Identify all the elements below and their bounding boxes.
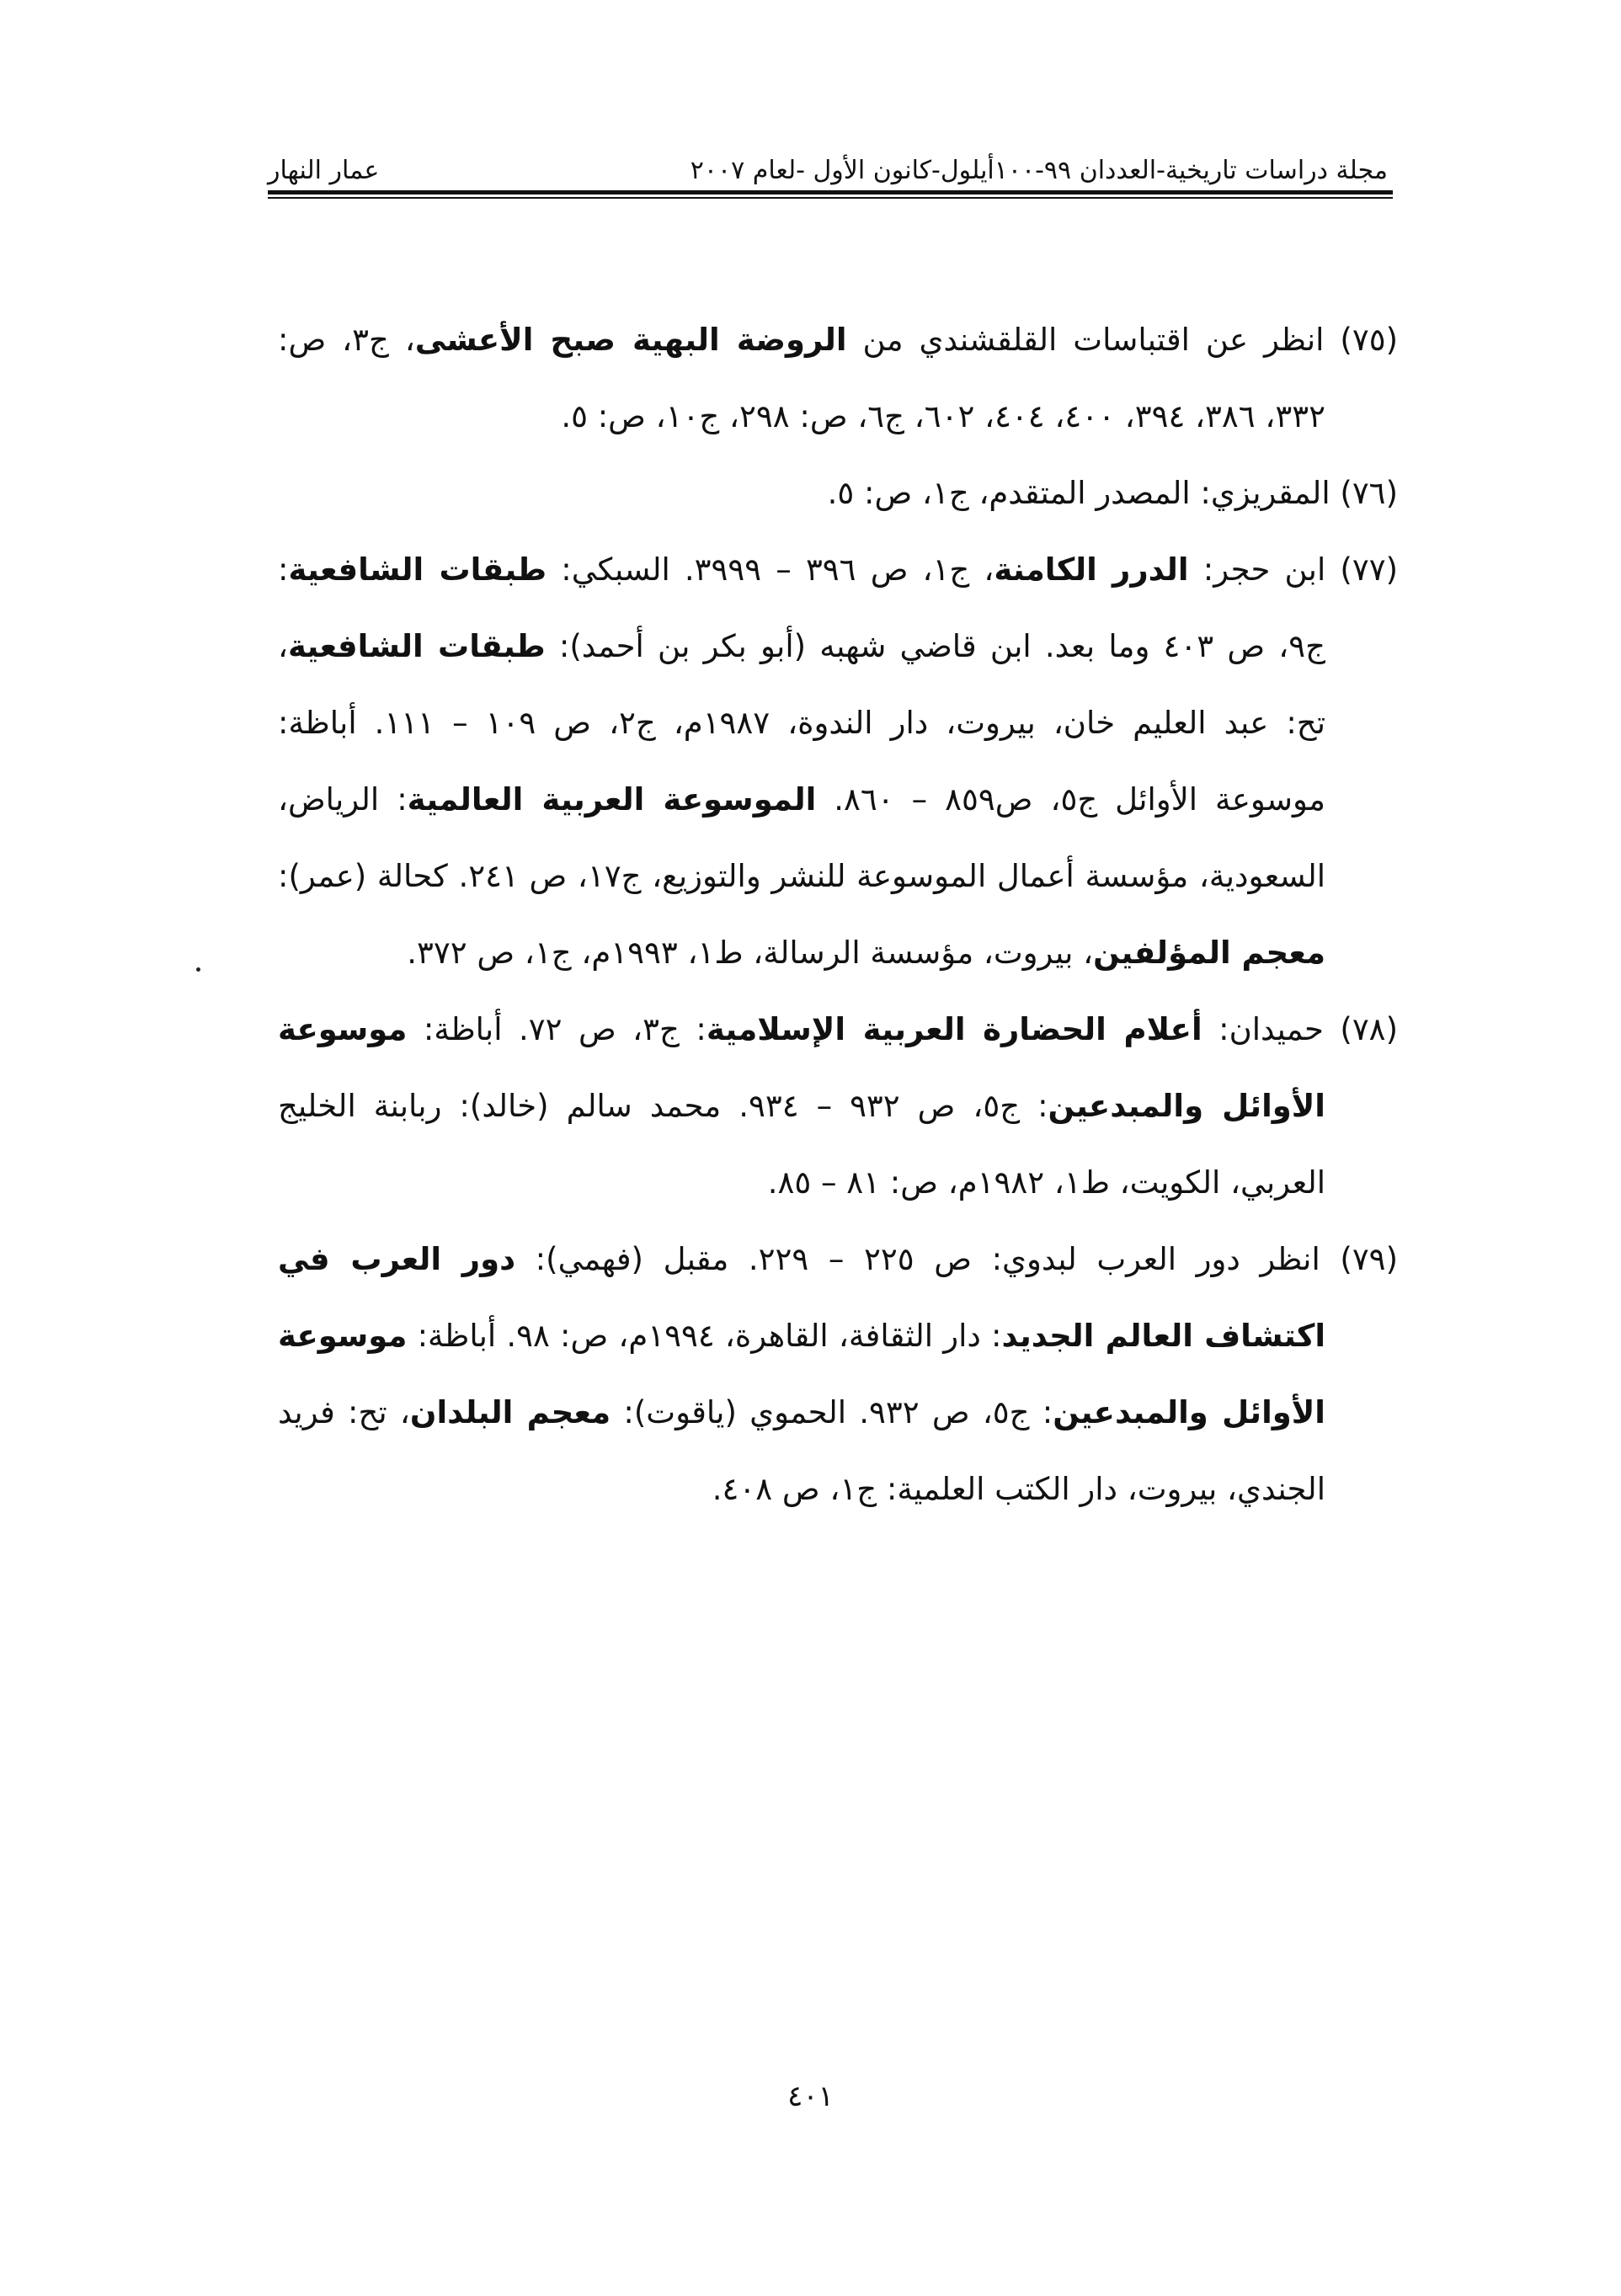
footnote-text: ، ج٣، ص: ٣٣٢، ٣٨٦، ٣٩٤، ٤٠٠، ٤٠٤، ٦٠٢، ج٦، ص: ٢٩٨، ج١٠، ص: ٥. xyxy=(278,322,1325,434)
footnote-78 xyxy=(278,991,1398,1221)
cited-title: طبقات الشافعية xyxy=(287,628,546,664)
footnote-text: ، تح: عبد العليم خان، بيروت، دار الندوة، ١٩٨٧م، ج٢، ص ١٠٩ – ١١١. أباظة: موسوعة الأوائل ج٥، ص٨٥٩ – ٨٦٠. xyxy=(278,628,1325,818)
footnote-text: (٧٨) حميدان: xyxy=(1202,1011,1398,1047)
scan-speck xyxy=(196,967,200,972)
journal-title: مجلة دراسات تاريخية-العددان ٩٩-١٠٠أيلول-كانون الأول -لعام ٢٠٠٧ xyxy=(690,156,1388,185)
footnote-text: (٧٩) انظر دور العرب لبدوي: ص ٢٢٥ – ٢٢٩. مقبل (فهمي): xyxy=(515,1241,1398,1277)
running-header xyxy=(268,135,1388,185)
cited-title: موسوعة الأوائل والمبدعين xyxy=(278,1011,1325,1124)
footnote-77 xyxy=(278,531,1398,991)
cited-title: الدرر الكامنة xyxy=(994,551,1189,588)
cited-title: أعلام الحضارة العربية الإسلامية xyxy=(706,1011,1202,1047)
cited-title: معجم البلدان xyxy=(409,1394,611,1430)
footnote-text: (٧٧) ابن حجر: xyxy=(1188,551,1399,588)
footnote-text: : ج٥، ص ٩٣٢ – ٩٣٤. محمد سالم (خالد): ربابنة الخليج العربي، الكويت، ط١، ١٩٨٢م، ص: ٨١ – ٨٥. xyxy=(278,1088,1325,1201)
footnote-text: ، بيروت، مؤسسة الرسالة، ط١، ١٩٩٣م، ج١، ص ٣٧٢. xyxy=(407,935,1094,971)
footnote-text: : دار الثقافة، القاهرة، ١٩٩٤م، ص: ٩٨. أباظة: xyxy=(407,1318,1002,1354)
header-rule-thin xyxy=(268,197,1393,199)
footnotes-list xyxy=(278,301,1398,1527)
footnote-75 xyxy=(278,301,1398,455)
footnote-text: : ج٩، ص ٤٠٣ وما بعد. ابن قاضي شهبه (أبو بكر بن أحمد): xyxy=(278,551,1325,664)
footnote-76 xyxy=(278,455,1398,531)
page-number: ٤٠١ xyxy=(787,2080,834,2113)
author-name: عمار النهار xyxy=(268,156,380,185)
header-rule-thick xyxy=(268,190,1393,194)
cited-title: الروضة البهية صبح الأعشى xyxy=(414,322,847,358)
cited-title: دور العرب في اكتشاف العالم الجديد xyxy=(278,1241,1326,1354)
footnote-79 xyxy=(278,1221,1398,1527)
footnote-text: : ج٥، ص ٩٣٢. الحموي (ياقوت): xyxy=(611,1394,1053,1430)
footnote-text: (٧٥) انظر عن اقتباسات القلقشندي من xyxy=(846,322,1399,358)
footnote-text: ، ج١، ص ٣٩٦ – ٣٩٩٩. السبكي: xyxy=(547,551,994,588)
footnote-text: : الرياض، السعودية، مؤسسة أعمال الموسوعة للنشر والتوزيع، ج١٧، ص ٢٤١. كحالة (عمر): xyxy=(278,781,1326,894)
footnote-text: ، تح: فريد الجندي، بيروت، دار الكتب العلمية: ج١، ص ٤٠٨. xyxy=(278,1394,1325,1507)
cited-title: موسوعة الأوائل والمبدعين xyxy=(278,1318,1325,1430)
footnote-text: (٧٦) المقريزي: المصدر المتقدم، ج١، ص: ٥. xyxy=(827,475,1398,511)
cited-title: طبقات الشافعية xyxy=(288,551,547,588)
footnote-text: : ج٣، ص ٧٢. أباظة: xyxy=(407,1011,707,1047)
cited-title: الموسوعة العربية العالمية xyxy=(407,781,817,818)
cited-title: معجم المؤلفين xyxy=(1093,935,1325,971)
